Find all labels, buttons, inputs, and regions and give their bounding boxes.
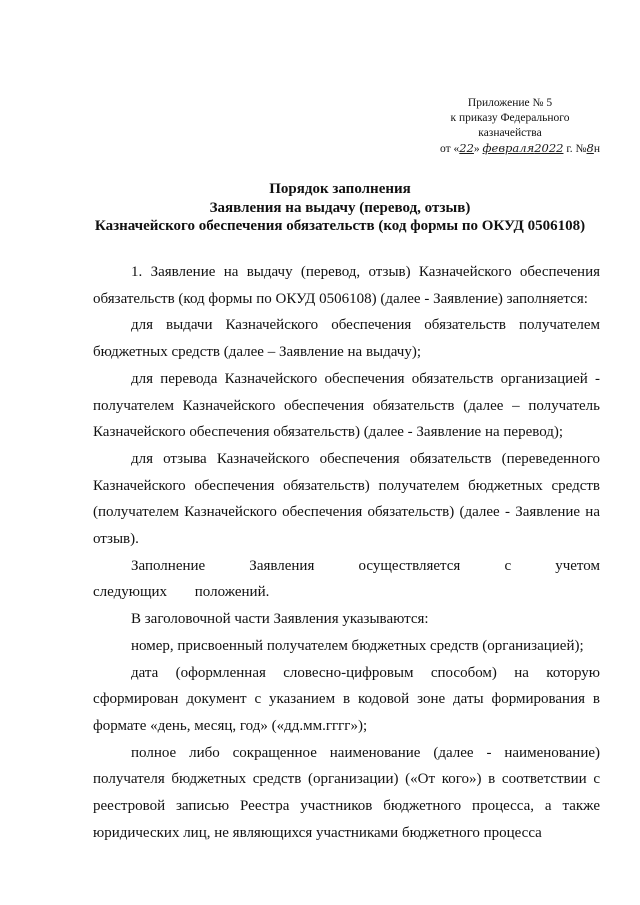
annex-header [420, 96, 600, 157]
title-line-1: Порядок заполнения [269, 181, 411, 197]
title-line-3: Казначейского обеспечения обязательств (код формы по ОКУД 0506108) [94, 218, 586, 234]
annex-date-line [420, 141, 600, 157]
paragraph-8: дата (оформленная словесно-цифровым способом) на которую сформирован документ с указанием в кодовой зоне даты формирования в формате «день, месяц, год» («дд.мм.гггг»); [93, 664, 600, 734]
paragraph-3: для перевода Казначейского обеспечения обязательств организацией - получателем Казначейского обеспечения обязательств (далее – получатель Казначейского обеспечения обязательств) (далее - Заявление на перевод); [93, 370, 600, 441]
paragraph-1: 1. Заявление на выдачу (перевод, отзыв) Казначейского обеспечения обязательств (код формы по ОКУД 0506108) (далее - Заявление) заполняется: [93, 264, 600, 307]
date-mid: » [473, 143, 483, 155]
order-number-handwritten: 8 [586, 141, 594, 155]
document-body [93, 259, 600, 846]
paragraph-7: номер, присвоенный получателем бюджетных средств (организацией); [131, 637, 584, 654]
annex-number: Приложение № 5 [467, 97, 553, 109]
paragraph-4: для отзыва Казначейского обеспечения обязательств (переведенного Казначейского обеспечения обязательств) получателем бюджетных средств (получателем Казначейского обеспечения обязательств) (далее - Заявление на отзыв). [93, 450, 600, 548]
annex-treasury: казначейства [478, 127, 542, 139]
paragraph-2: для выдачи Казначейского обеспечения обязательств получателем бюджетных средств (далее – Заявление на выдачу); [93, 317, 600, 361]
date-day-handwritten: 22 [459, 141, 474, 155]
paragraph-9: полное либо сокращенное наименование (далее - наименование) получателя бюджетных средств (организации) («От кого») в соответствии с реестровой записью Реестра участников бюджетного процесса, а также юридических лиц, не являющихся участниками бюджетного процесса [93, 744, 600, 841]
title-line-2: Заявления на выдачу (перевод, отзыв) [209, 199, 471, 216]
date-month-handwritten: февраля [482, 141, 535, 155]
date-year-handwritten: 2022 [534, 141, 564, 155]
date-prefix: от « [440, 143, 460, 155]
document-title [60, 180, 620, 236]
paragraph-5: Заполнение Заявления осуществляется с учетом следующих положений. [93, 557, 600, 601]
date-suffix: н [593, 143, 600, 155]
paragraph-6: В заголовочной части Заявления указываются: [131, 611, 429, 628]
annex-order-ref: к приказу Федерального [450, 112, 570, 124]
date-g: г. № [563, 143, 587, 155]
